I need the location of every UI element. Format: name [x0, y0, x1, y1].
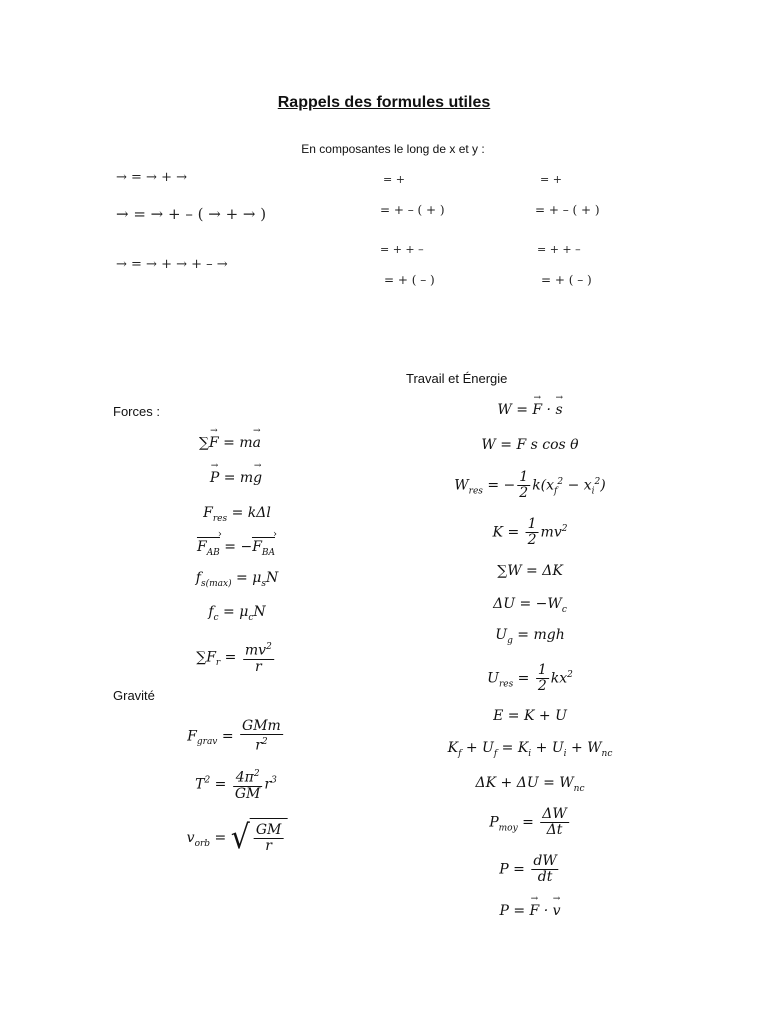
vector-equation: → = → + →: [116, 170, 187, 185]
formula-work-dot-product: W = → F · → s: [497, 402, 562, 418]
formula-third-law: $F_{AB}$ › = $-F_{BA}$ ›: [197, 537, 275, 558]
formula-elastic-potential: $U_{res}$ = $\frac{1}{2}$ $kx^2$: [487, 662, 573, 694]
formula-average-power: $P_{moy}$ = $\frac{\Delta W}{\Delta t}$: [489, 806, 567, 838]
formula-instantaneous-power: P = $\frac{dW}{dt}$: [499, 853, 557, 885]
formula-newton-second-law: ∑→ F = m→ a: [199, 435, 261, 451]
formula-gravitational-force: $F_{grav}$ = $\frac{\text{GMm}}{r^2}$: [187, 718, 281, 754]
vector-equation: → = → + – ( → + → ): [116, 205, 267, 223]
work-energy-heading: Travail et Énergie: [406, 371, 508, 386]
formula-orbital-speed: $v_{orb}$ = √ $\frac{GM}{r}$: [187, 818, 288, 858]
gravity-heading: Gravité: [113, 688, 155, 703]
page-title: Rappels des formules utiles: [277, 94, 491, 111]
formula-work-cosine: W = F s cos θ: [481, 437, 579, 453]
formula-weight: → P = m→ g: [210, 470, 262, 486]
components-subtitle: En composantes le long de x et y :: [301, 142, 485, 156]
formula-static-friction: $f_{s(max)} = \mu_sN$: [195, 570, 279, 589]
formula-potential-energy-work: $\Delta U = -W_c$: [493, 596, 567, 615]
forces-heading: Forces :: [113, 404, 160, 419]
y-component-equation: = +: [540, 173, 562, 186]
formula-mechanical-energy: E = K + U: [493, 708, 567, 724]
x-component-equation: = + – ( + ): [380, 203, 445, 217]
formula-gravitational-potential: $U_g$ = mgh: [495, 627, 565, 646]
formula-kinetic-friction: $f_c = \mu_cN$: [208, 604, 266, 623]
formula-power-dot-product: P = → F · → v: [499, 903, 560, 919]
x-component-equation: = + ( – ): [384, 273, 435, 287]
vector-equation: → = → + → + – →: [116, 257, 228, 272]
formula-kepler-third-law: $T^2$ = $\frac{4\pi^2}{GM}$ $r^3$: [195, 769, 277, 802]
formula-kinetic-energy: K = $\frac{1}{2}$ $mv^2$: [492, 516, 568, 548]
formula-spring-work: $W_{res}$ = − $\frac{1}{2}$ $k(x_f^2 - x_i^2)$: [454, 469, 606, 501]
formula-centripetal-force: $\sum F_r$ = $\frac{mv^2}{r}$: [196, 642, 272, 675]
y-component-equation: = + ( – ): [541, 273, 592, 287]
x-component-equation: = +: [383, 173, 405, 186]
x-component-equation: = + + –: [380, 243, 424, 256]
formula-energy-conservation: $K_f + U_f = K_i + U_i + W_{nc}$: [447, 740, 613, 759]
y-component-equation: = + + –: [537, 243, 581, 256]
formula-work-energy-theorem: ∑W = ΔK: [497, 563, 563, 579]
y-component-equation: = + – ( + ): [535, 203, 600, 217]
formula-spring-force: $F_{res} = k\Delta l$: [203, 505, 271, 524]
formula-nonconservative-work: $\Delta K + \Delta U = W_{nc}$: [475, 775, 585, 794]
